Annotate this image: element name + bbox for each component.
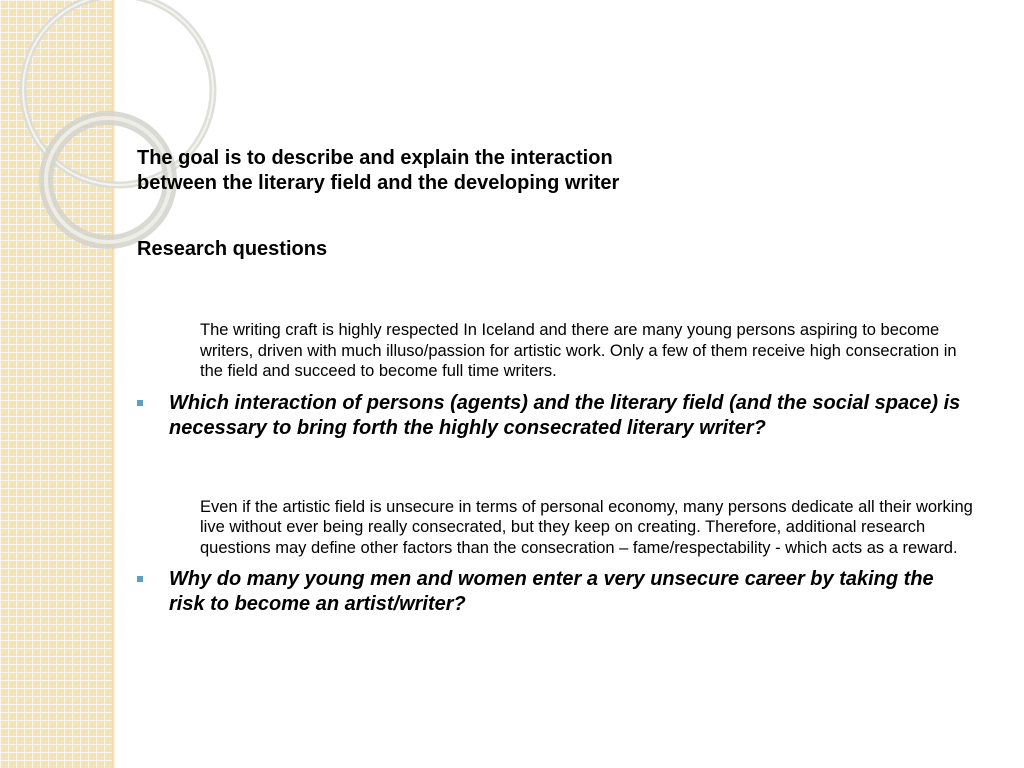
goal-statement [137,146,757,196]
bullet-marker-icon [137,576,143,582]
slide-content [137,146,987,617]
research-question-1 [137,391,969,441]
goal-line-2: between the literary field and the developing writer [137,172,620,194]
bullet-marker-icon [137,400,143,406]
research-question-2 [137,567,969,617]
section-2-intro: Even if the artistic field is unsecure in terms of personal economy, many persons dedicate all their working live without ever being really consecrated, but they keep on creating. Therefore, additional research questions may define other factors than the consecration – fame/respectability - which acts as a reward. [200,497,973,557]
research-question-2-text: Why do many young men and women enter a very unsecure career by taking the risk to become an artist/writer? [169,568,934,615]
section-1-intro: The writing craft is highly respected In Iceland and there are many young persons aspiring to become writers, driven with much illuso/passion for artistic work. Only a few of them receive high consecration in the field and succeed to become full time writers. [200,321,957,380]
goal-line-1: The goal is to describe and explain the interaction [137,147,613,169]
decorative-rings [0,0,160,260]
research-question-1-text: Which interaction of persons (agents) and the literary field (and the social space) is necessary to bring forth the highly consecrated literary writer? [169,391,961,439]
research-questions-heading: Research questions [137,238,328,260]
